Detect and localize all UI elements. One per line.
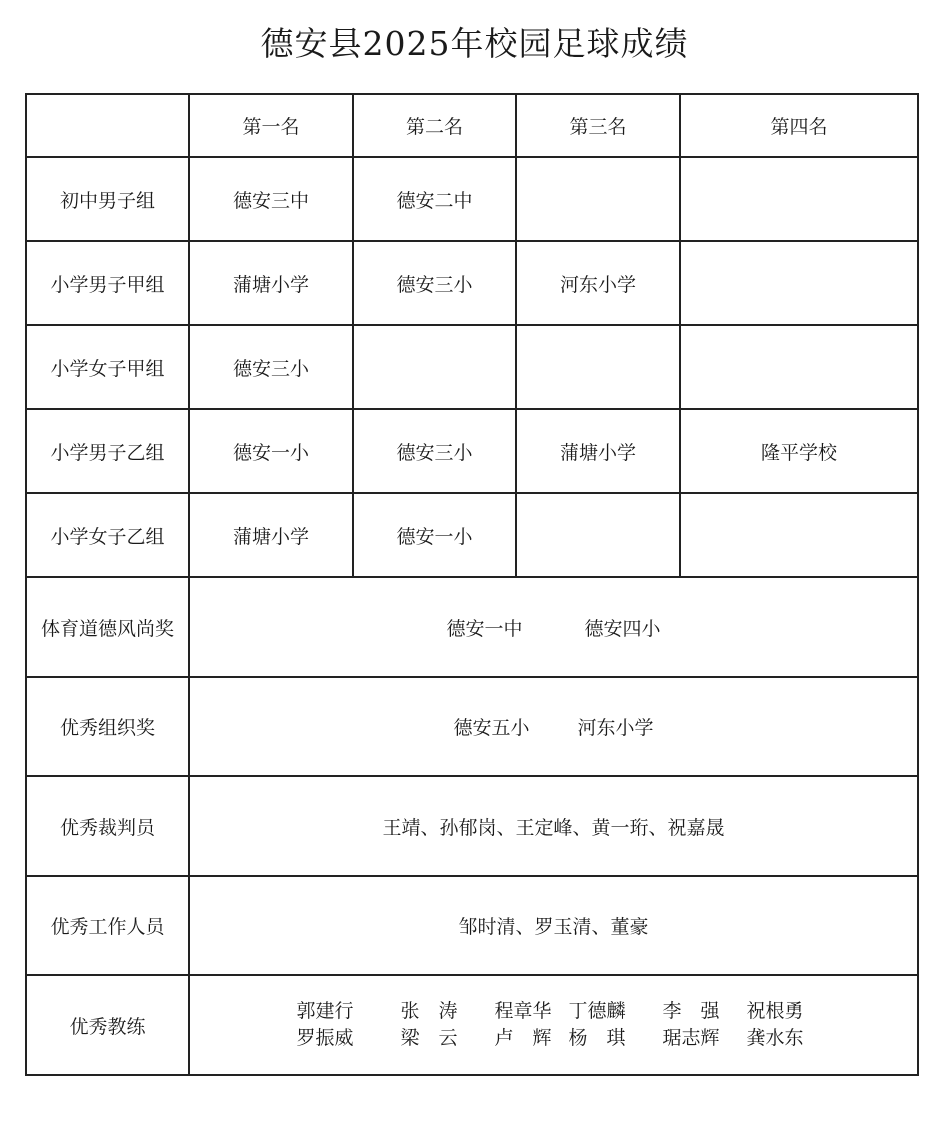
coach-name: 丁德麟 bbox=[568, 1000, 626, 1022]
coach-name: 龚水东 bbox=[746, 1027, 804, 1049]
coach-name: 琚志辉 bbox=[662, 1027, 720, 1049]
place-cell: 蒲塘小学 bbox=[189, 493, 353, 577]
coach-name: 李 强 bbox=[662, 1000, 720, 1022]
award-row-coaches bbox=[26, 975, 918, 1075]
award-names: 王靖、孙郁岗、王定峰、黄一珩、祝嘉晟 bbox=[189, 776, 918, 876]
place-cell: 河东小学 bbox=[516, 241, 680, 325]
award-winners bbox=[189, 677, 918, 776]
award-winner: 德安四小 bbox=[584, 617, 661, 640]
place-cell bbox=[680, 325, 918, 409]
table-row bbox=[26, 409, 918, 493]
group-label: 小学女子乙组 bbox=[26, 493, 189, 577]
coach-name: 罗振威 bbox=[296, 1027, 354, 1049]
place-cell bbox=[516, 157, 680, 241]
header-cell-fourth: 第四名 bbox=[680, 94, 918, 157]
place-cell bbox=[680, 493, 918, 577]
group-label: 初中男子组 bbox=[26, 157, 189, 241]
award-row-organization bbox=[26, 677, 918, 776]
coach-name: 郭建行 bbox=[296, 1000, 354, 1022]
award-label: 优秀裁判员 bbox=[26, 776, 189, 876]
award-winner: 德安一中 bbox=[446, 617, 523, 640]
place-cell: 隆平学校 bbox=[680, 409, 918, 493]
place-cell: 蒲塘小学 bbox=[189, 241, 353, 325]
header-row bbox=[26, 94, 918, 157]
coach-line-1 bbox=[190, 998, 917, 1025]
table-row bbox=[26, 493, 918, 577]
place-cell: 德安三小 bbox=[353, 409, 516, 493]
place-cell bbox=[516, 493, 680, 577]
award-label: 体育道德风尚奖 bbox=[26, 577, 189, 677]
place-cell: 德安三小 bbox=[189, 325, 353, 409]
group-label: 小学男子甲组 bbox=[26, 241, 189, 325]
results-table bbox=[25, 93, 919, 1076]
place-cell: 德安三小 bbox=[353, 241, 516, 325]
place-cell bbox=[680, 241, 918, 325]
award-winners bbox=[189, 577, 918, 677]
coach-name: 卢 辉 bbox=[494, 1027, 552, 1049]
place-cell: 德安二中 bbox=[353, 157, 516, 241]
header-cell-blank bbox=[26, 94, 189, 157]
award-label: 优秀教练 bbox=[26, 975, 189, 1075]
award-winner: 河东小学 bbox=[577, 717, 654, 739]
coach-name: 祝根勇 bbox=[746, 1000, 804, 1022]
header-cell-second: 第二名 bbox=[353, 94, 516, 157]
place-cell: 德安一小 bbox=[353, 493, 516, 577]
header-cell-first: 第一名 bbox=[189, 94, 353, 157]
place-cell: 蒲塘小学 bbox=[516, 409, 680, 493]
coach-name: 程章华 bbox=[494, 1000, 552, 1022]
header-cell-third: 第三名 bbox=[516, 94, 680, 157]
table-row bbox=[26, 241, 918, 325]
table-row bbox=[26, 325, 918, 409]
place-cell bbox=[516, 325, 680, 409]
award-row-staff bbox=[26, 876, 918, 975]
page-title: 德安县2025年校园足球成绩 bbox=[260, 24, 689, 63]
coach-line-2 bbox=[190, 1025, 917, 1052]
award-row-sportsmanship bbox=[26, 577, 918, 677]
group-label: 小学男子乙组 bbox=[26, 409, 189, 493]
coach-name: 杨 琪 bbox=[568, 1027, 626, 1049]
place-cell: 德安三中 bbox=[189, 157, 353, 241]
award-label: 优秀工作人员 bbox=[26, 876, 189, 975]
place-cell bbox=[353, 325, 516, 409]
award-row-referees bbox=[26, 776, 918, 876]
coach-names bbox=[189, 975, 918, 1075]
coach-name: 梁 云 bbox=[400, 1027, 458, 1049]
place-cell: 德安一小 bbox=[189, 409, 353, 493]
coach-name: 张 涛 bbox=[400, 1000, 458, 1022]
award-winner: 德安五小 bbox=[453, 717, 530, 739]
table-row bbox=[26, 157, 918, 241]
award-label: 优秀组织奖 bbox=[26, 677, 189, 776]
place-cell bbox=[680, 157, 918, 241]
award-names: 邹时清、罗玉清、董豪 bbox=[189, 876, 918, 975]
group-label: 小学女子甲组 bbox=[26, 325, 189, 409]
